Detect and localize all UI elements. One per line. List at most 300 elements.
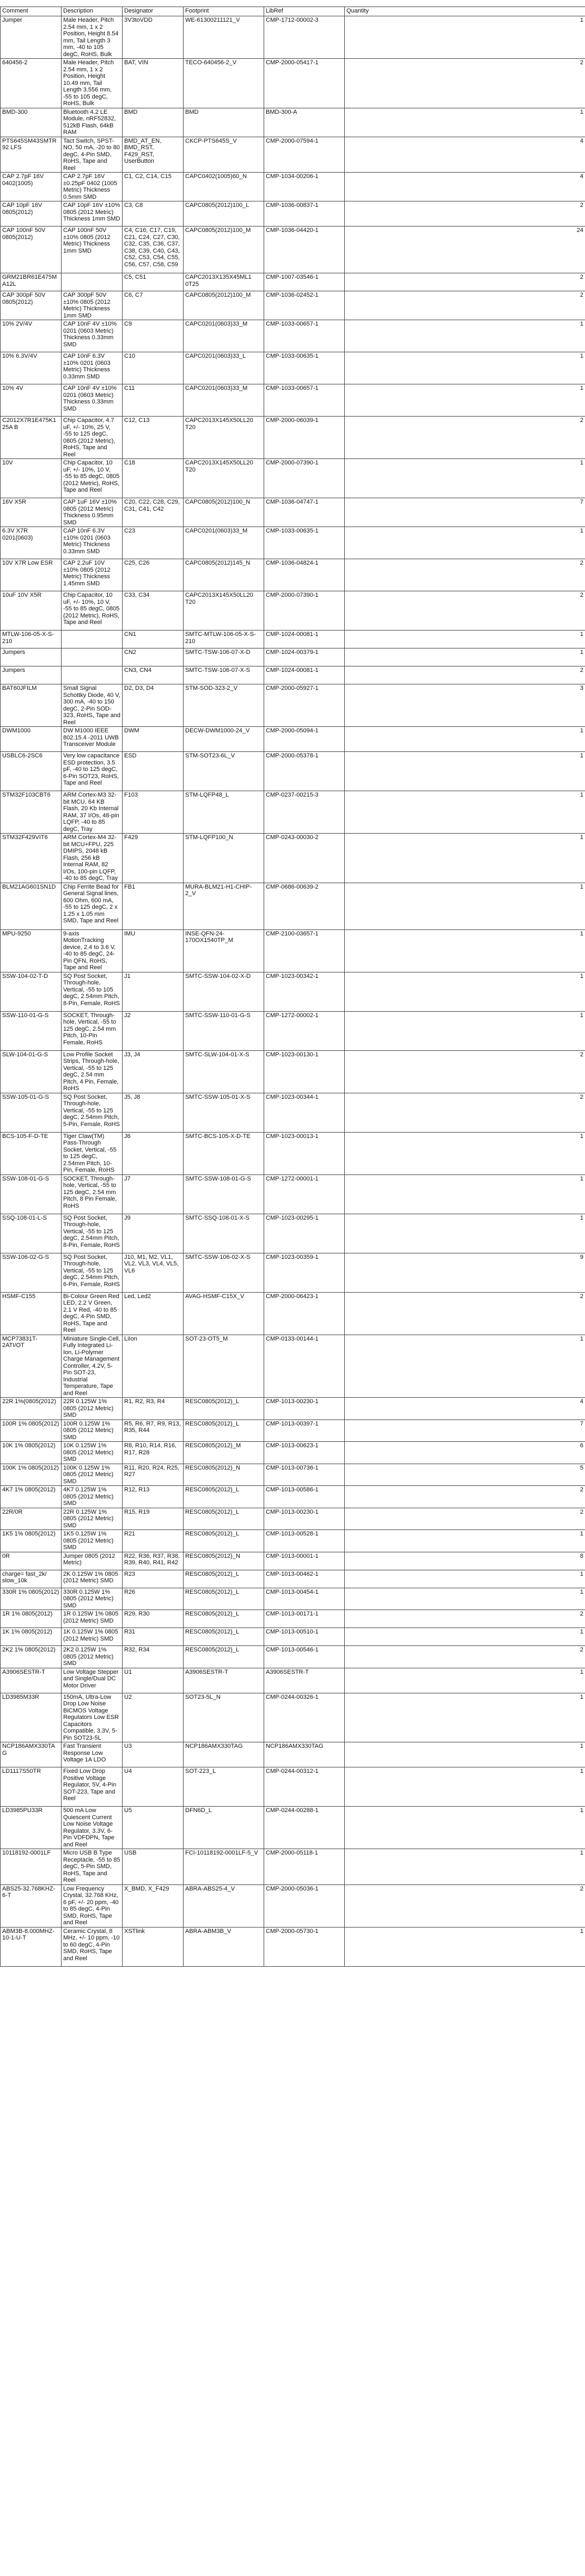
- cell-libref: CMP-2000-05927-1: [264, 684, 345, 727]
- cell-libref: CMP-0243-00030-2: [264, 834, 345, 883]
- cell-libref: CMP-0133-00144-1: [264, 1335, 345, 1398]
- cell-libref: CMP-1024-00081-1: [264, 631, 345, 648]
- header-designator: Designator: [123, 7, 184, 16]
- cell-footprint: RESC0805(2012)_N: [184, 1552, 264, 1570]
- cell-designator: J3, J4: [123, 1050, 184, 1093]
- cell-footprint: DECW-DWM1000-24_V: [184, 727, 264, 752]
- cell-comment: MPU-9250: [1, 929, 62, 972]
- cell-quantity: 1: [345, 108, 585, 137]
- cell-quantity: 24: [345, 227, 585, 273]
- cell-libref: CMP-1033-00657-1: [264, 384, 345, 417]
- cell-footprint: RESC0805(2012)_L: [184, 1398, 264, 1420]
- table-row: [1, 1807, 585, 1849]
- cell-designator: F103: [123, 791, 184, 834]
- cell-description: 100R 0.125W 1% 0805 (2012 Metric) SMD: [62, 1419, 123, 1442]
- cell-comment: 10% 6.3V/4V: [1, 352, 62, 384]
- cell-comment: 10118192-0001LF: [1, 1849, 62, 1885]
- cell-comment: CAP 10pF 16V 0805(2012): [1, 201, 62, 227]
- cell-quantity: 2: [345, 666, 585, 684]
- cell-footprint: INSE-QFN-24-170OX1540TP_M: [184, 929, 264, 972]
- cell-comment: 16V X5R: [1, 498, 62, 527]
- cell-quantity: 4: [345, 1398, 585, 1420]
- cell-comment: CAP 2.7pF 16V 0402(1005): [1, 173, 62, 201]
- cell-comment: MCP73831T-2ATI/OT: [1, 1335, 62, 1398]
- cell-quantity: 7: [345, 498, 585, 527]
- cell-comment: BMD-300: [1, 108, 62, 137]
- cell-designator: R26: [123, 1588, 184, 1610]
- cell-comment: STM32F429VIT6: [1, 834, 62, 883]
- cell-footprint: CAPC0805(2012)100_N: [184, 498, 264, 527]
- cell-comment: LD3985PU33R: [1, 1807, 62, 1849]
- cell-description: Bluetooth 4.2 LE Module, nRF52832, 512kB Flash, 64kB RAM: [62, 108, 123, 137]
- cell-libref: CMP-0244-00288-1: [264, 1807, 345, 1849]
- cell-designator: D2, D3, D4: [123, 684, 184, 727]
- cell-footprint: STM-SOD-323-2_V: [184, 684, 264, 727]
- cell-description: CAP 2.7pF 16V ±0.25pF 0402 (1005 Metric) Thickness 0.5mm SMD: [62, 173, 123, 201]
- cell-footprint: ABRA-ABM3B_V: [184, 1927, 264, 1966]
- cell-libref: CMP-0244-00326-1: [264, 1693, 345, 1742]
- cell-designator: C18: [123, 459, 184, 498]
- cell-comment: C2012X7R1E475K125A B: [1, 417, 62, 459]
- cell-quantity: 4: [345, 173, 585, 201]
- cell-quantity: 1: [345, 1742, 585, 1767]
- cell-footprint: STM-LQFP100_N: [184, 834, 264, 883]
- header-comment: Comment: [1, 7, 62, 16]
- cell-libref: CMP-1013-00230-1: [264, 1398, 345, 1420]
- cell-footprint: SOT-23-OT5_M: [184, 1335, 264, 1398]
- cell-description: CAP 10pF 16V ±10% 0805 (2012 Metric) Thickness 1mm SMD: [62, 201, 123, 227]
- cell-designator: DWM: [123, 727, 184, 752]
- cell-quantity: 1: [345, 1807, 585, 1849]
- cell-libref: CMP-2100-03657-1: [264, 929, 345, 972]
- cell-comment: charge= fast_2k/ slow_10k: [1, 1570, 62, 1588]
- table-row: [1, 352, 585, 384]
- cell-quantity: 2: [345, 1884, 585, 1927]
- cell-comment: 10% 4V: [1, 384, 62, 417]
- bom-table: [0, 7, 585, 1967]
- table-row: [1, 1588, 585, 1610]
- table-row: [1, 684, 585, 727]
- cell-comment: STM32F103CBT6: [1, 791, 62, 834]
- cell-comment: Jumpers: [1, 666, 62, 684]
- cell-designator: C9: [123, 320, 184, 352]
- cell-designator: LiIon: [123, 1335, 184, 1398]
- cell-comment: BLM21AG601SN1D: [1, 883, 62, 929]
- cell-libref: CMP-0237-00215-3: [264, 791, 345, 834]
- cell-designator: BMD_AT_EN, BMD_RST, F429_RST, UserButton: [123, 137, 184, 173]
- cell-libref: CMP-1013-00623-1: [264, 1442, 345, 1464]
- cell-footprint: SMTC-TSW-106-07-X-S: [184, 666, 264, 684]
- cell-footprint: CAPC0201(0603)33_M: [184, 320, 264, 352]
- table-row: [1, 1093, 585, 1132]
- cell-libref: CMP-2000-06039-1: [264, 417, 345, 459]
- cell-quantity: 2: [345, 201, 585, 227]
- cell-quantity: 1: [345, 1530, 585, 1552]
- cell-quantity: 1: [345, 1767, 585, 1807]
- table-row: [1, 1849, 585, 1885]
- table-row: [1, 648, 585, 666]
- cell-footprint: SMTC-SSW-104-02-X-D: [184, 972, 264, 1011]
- cell-designator: J9: [123, 1214, 184, 1253]
- table-row: [1, 384, 585, 417]
- table-row: [1, 834, 585, 883]
- cell-comment: 1R 1% 0805(2012): [1, 1610, 62, 1628]
- cell-footprint: FCI-10118192-0001LF-5_V: [184, 1849, 264, 1885]
- cell-description: 330R 0.125W 1% 0805 (2012 Metric) SMD: [62, 1588, 123, 1610]
- table-row: [1, 173, 585, 201]
- cell-description: [62, 666, 123, 684]
- cell-libref: CMP-1033-00635-1: [264, 352, 345, 384]
- cell-libref: CMP-1272-00001-1: [264, 1174, 345, 1214]
- cell-description: Chip Capacitor, 4.7 uF, +/- 10%, 25 V, -55 to 125 degC, 0805 (2012 Metric), RoHS, Tape and Reel: [62, 417, 123, 459]
- cell-description: Low Profile Socket Strips, Through-hole, Vertical, -55 to 125 degC, 2.54 mm Pitch, 4 Pin, Female, RoHS: [62, 1050, 123, 1093]
- cell-footprint: SOT23-5L_N: [184, 1693, 264, 1742]
- cell-libref: CMP-1013-00586-1: [264, 1486, 345, 1508]
- cell-designator: CN3, CN4: [123, 666, 184, 684]
- cell-comment: 1K5 1% 0805(2012): [1, 1530, 62, 1552]
- cell-designator: J5, J8: [123, 1093, 184, 1132]
- table-row: [1, 1610, 585, 1628]
- cell-comment: BCS-105-F-D-TE: [1, 1132, 62, 1174]
- cell-description: ARM Cortex-M3 32-bit MCU, 64 KB Flash, 20 Kb Internal RAM, 37 I/Os, 48-pin LQFP, -40 to 85 degC, Tray: [62, 791, 123, 834]
- cell-description: 2K 0.125W 1% 0805 (2012 Metric) SMD: [62, 1570, 123, 1588]
- cell-quantity: 1: [345, 791, 585, 834]
- cell-designator: Led, Led2: [123, 1292, 184, 1335]
- cell-description: 1K5 0.125W 1% 0805 (2012 Metric) SMD: [62, 1530, 123, 1552]
- cell-quantity: 1: [345, 929, 585, 972]
- cell-designator: R1, R2, R3, R4: [123, 1398, 184, 1420]
- cell-footprint: CAPC0805(2012)145_N: [184, 559, 264, 591]
- cell-libref: CMP-1013-00528-1: [264, 1530, 345, 1552]
- header-footprint: Footprint: [184, 7, 264, 16]
- cell-description: 22R 0.125W 1% 0805 (2012 Metric) SMD: [62, 1508, 123, 1530]
- cell-comment: SSW-105-01-G-S: [1, 1093, 62, 1132]
- table-row: [1, 559, 585, 591]
- cell-designator: R12, R13: [123, 1486, 184, 1508]
- cell-comment: SSW-104-02-T-D: [1, 972, 62, 1011]
- cell-footprint: A3906SESTR-T: [184, 1668, 264, 1693]
- cell-footprint: RESC0805(2012)_L: [184, 1508, 264, 1530]
- cell-comment: GRM21BR61E475MA12L: [1, 273, 62, 291]
- cell-designator: U1: [123, 1668, 184, 1693]
- cell-quantity: 1: [345, 1011, 585, 1050]
- table-row: [1, 1011, 585, 1050]
- cell-quantity: 6: [345, 1442, 585, 1464]
- cell-footprint: RESC0805(2012)_L: [184, 1570, 264, 1588]
- table-row: [1, 1693, 585, 1742]
- table-row: [1, 1442, 585, 1464]
- cell-libref: CMP-1036-04824-1: [264, 559, 345, 591]
- cell-description: SQ Post Socket, Through-hole, Vertical, -55 to 125 degC, 2.54mm Pitch, 5-Pin, Female, RoHS: [62, 1093, 123, 1132]
- cell-footprint: RESC0805(2012)_L: [184, 1419, 264, 1442]
- table-row: [1, 1214, 585, 1253]
- cell-description: 10K 0.125W 1% 0805 (2012 Metric) SMD: [62, 1442, 123, 1464]
- header-description: Description: [62, 7, 123, 16]
- cell-description: [62, 648, 123, 666]
- cell-description: [62, 273, 123, 291]
- cell-footprint: RESC0805(2012)_L: [184, 1486, 264, 1508]
- cell-libref: CMP-1034-00206-1: [264, 173, 345, 201]
- cell-designator: J6: [123, 1132, 184, 1174]
- cell-footprint: SMTC-SSW-105-01-X-S: [184, 1093, 264, 1132]
- cell-designator: BMD: [123, 108, 184, 137]
- cell-quantity: 1: [345, 1335, 585, 1398]
- cell-quantity: 1: [345, 352, 585, 384]
- cell-comment: 22R 1%(0805(2012): [1, 1398, 62, 1420]
- cell-description: 100K 0.125W 1% 0805 (2012 Metric) SMD: [62, 1464, 123, 1486]
- table-row: [1, 498, 585, 527]
- cell-designator: R8, R10, R14, R16, R17, R28: [123, 1442, 184, 1464]
- header-quantity: Quantity: [345, 7, 585, 16]
- cell-designator: C20, C22, C28, C29, C31, C41, C42: [123, 498, 184, 527]
- cell-comment: SSW-106-02-G-S: [1, 1253, 62, 1292]
- cell-libref: CMP-2000-06423-1: [264, 1292, 345, 1335]
- cell-quantity: 1: [345, 727, 585, 752]
- table-row: [1, 1570, 585, 1588]
- cell-libref: CMP-1023-00344-1: [264, 1093, 345, 1132]
- table-row: [1, 137, 585, 173]
- cell-libref: CMP-1033-00657-1: [264, 320, 345, 352]
- cell-quantity: 2: [345, 1292, 585, 1335]
- table-row: [1, 1132, 585, 1174]
- cell-footprint: BMD: [184, 108, 264, 137]
- cell-footprint: STM-LQFP48_L: [184, 791, 264, 834]
- cell-description: Low Voltage Stepper and Single/Dual DC Motor Driver: [62, 1668, 123, 1693]
- cell-footprint: DFN6D_L: [184, 1807, 264, 1849]
- cell-quantity: 4: [345, 137, 585, 173]
- cell-footprint: CAPC2013X145X50LL20 T20: [184, 459, 264, 498]
- cell-footprint: CAPC2013X145X50LL20 T20: [184, 417, 264, 459]
- cell-description: Very low capacitance ESD protection, 3.5 pF, -40 to 125 degC, 6-Pin SOT23, RoHS, Tape and Reel: [62, 752, 123, 791]
- cell-quantity: 1: [345, 1668, 585, 1693]
- cell-description: CAP 100nF 50V ±10% 0805 (2012 Metric) Thickness 1mm SMD: [62, 227, 123, 273]
- table-row: [1, 1884, 585, 1927]
- cell-footprint: SMTC-SSW-106-02-X-S: [184, 1253, 264, 1292]
- cell-footprint: MURA-BLM21-H1-CHIP-2_V: [184, 883, 264, 929]
- cell-libref: NCP186AMX330TAG: [264, 1742, 345, 1767]
- cell-quantity: 2: [345, 559, 585, 591]
- cell-designator: R15, R19: [123, 1508, 184, 1530]
- cell-libref: CMP-2000-05036-1: [264, 1884, 345, 1927]
- cell-designator: ESD: [123, 752, 184, 791]
- cell-description: 9-axis MotionTracking device, 2.4 to 3.6 V, -40 to 85 degC, 24-Pin QFN, RoHS, Tape and Reel: [62, 929, 123, 972]
- cell-footprint: TECO-640456-2_V: [184, 59, 264, 108]
- cell-quantity: 1: [345, 648, 585, 666]
- cell-description: Miniature Single-Cell, Fully Integrated Li-Ion, Li-Polymer Charge Management Controller, 4.2V, 5-Pin SOT-23, Industrial Temperature, Tape and Reel: [62, 1335, 123, 1398]
- cell-libref: CMP-1013-00001-1: [264, 1552, 345, 1570]
- cell-footprint: SMTC-SLW-104-01-X-S: [184, 1050, 264, 1093]
- cell-comment: LD1117S50TR: [1, 1767, 62, 1807]
- cell-libref: CMP-1013-00230-1: [264, 1508, 345, 1530]
- cell-description: Male Header, Pitch 2.54 mm, 1 x 2 Position, Height 10.49 mm, Tail Length 3.556 mm, -55 to 105 degC, RoHS, Bulk: [62, 59, 123, 108]
- cell-description: SQ Post Socket, Through-hole, Vertical, -55 to 105 degC, 2.54mm Pitch, 8-Pin, Female, RoHS: [62, 972, 123, 1011]
- table-row: [1, 1668, 585, 1693]
- cell-quantity: 8: [345, 1552, 585, 1570]
- table-row: [1, 201, 585, 227]
- table-row: [1, 1050, 585, 1093]
- table-row: [1, 1767, 585, 1807]
- cell-designator: X_BMD, X_F429: [123, 1884, 184, 1927]
- cell-designator: C10: [123, 352, 184, 384]
- cell-quantity: 1: [345, 883, 585, 929]
- cell-comment: 4K7 1% 0805(2012): [1, 1486, 62, 1508]
- cell-description: Fast Transient Response Low Voltage 1A LDO: [62, 1742, 123, 1767]
- table-row: [1, 1398, 585, 1420]
- cell-comment: MTLW-106-05-X-S-210: [1, 631, 62, 648]
- table-row: [1, 59, 585, 108]
- cell-quantity: 1: [345, 384, 585, 417]
- cell-footprint: SOT-223_L: [184, 1767, 264, 1807]
- cell-designator: U3: [123, 1742, 184, 1767]
- cell-designator: CN2: [123, 648, 184, 666]
- cell-designator: J10, M1, M2, VL1, VL2, VL3, VL4, VL5, VL6: [123, 1253, 184, 1292]
- cell-comment: A3906SESTR-T: [1, 1668, 62, 1693]
- table-row: [1, 1508, 585, 1530]
- cell-footprint: SMTC-SSW-110-01-G-S: [184, 1011, 264, 1050]
- cell-designator: U2: [123, 1693, 184, 1742]
- cell-libref: CMP-1013-00736-1: [264, 1464, 345, 1486]
- cell-quantity: 1: [345, 1214, 585, 1253]
- cell-libref: CMP-1036-04747-1: [264, 498, 345, 527]
- cell-designator: 3V3toVDD: [123, 16, 184, 59]
- cell-designator: C25, C26: [123, 559, 184, 591]
- cell-libref: CMP-1023-00359-1: [264, 1253, 345, 1292]
- cell-quantity: 2: [345, 591, 585, 631]
- cell-designator: R32, R34: [123, 1646, 184, 1668]
- cell-designator: U4: [123, 1767, 184, 1807]
- cell-quantity: 1: [345, 834, 585, 883]
- cell-designator: U5: [123, 1807, 184, 1849]
- cell-quantity: 1: [345, 527, 585, 559]
- table-row: [1, 16, 585, 59]
- cell-comment: PTS645SM43SMTR92 LFS: [1, 137, 62, 173]
- cell-description: ARM Cortex-M4 32-bit MCU+FPU, 225 DMIPS, 2048 kB Flash, 256 kB Internal RAM, 82 I/Os, 100-pin LQFP, -40 to 85 degC, Tray: [62, 834, 123, 883]
- table-row: [1, 417, 585, 459]
- cell-designator: IMU: [123, 929, 184, 972]
- cell-quantity: 1: [345, 320, 585, 352]
- cell-footprint: SMTC-MTLW-106-05-X-S-210: [184, 631, 264, 648]
- cell-quantity: 1: [345, 1174, 585, 1214]
- table-row: [1, 752, 585, 791]
- cell-libref: CMP-2000-07390-1: [264, 591, 345, 631]
- cell-footprint: CAPC0201(0603)33_M: [184, 384, 264, 417]
- table-row: [1, 1742, 585, 1767]
- cell-libref: CMP-1033-00635-1: [264, 527, 345, 559]
- cell-footprint: RESC0805(2012)_L: [184, 1646, 264, 1668]
- cell-description: Jumper 0805 (2012 Metric): [62, 1552, 123, 1570]
- cell-comment: 2K2 1% 0805(2012): [1, 1646, 62, 1668]
- cell-quantity: 1: [345, 752, 585, 791]
- table-row: [1, 666, 585, 684]
- header-libref: LibRef: [264, 7, 345, 16]
- table-row: [1, 273, 585, 291]
- table-row: [1, 929, 585, 972]
- cell-quantity: 2: [345, 1610, 585, 1628]
- cell-designator: R21: [123, 1530, 184, 1552]
- cell-footprint: SMTC-TSW-106-07-X-D: [184, 648, 264, 666]
- cell-comment: SLW-104-01-G-S: [1, 1050, 62, 1093]
- cell-footprint: CAPC0201(0603)33_M: [184, 527, 264, 559]
- table-row: [1, 972, 585, 1011]
- cell-libref: CMP-1023-00013-1: [264, 1132, 345, 1174]
- cell-designator: R5, R6, R7, R9, R13, R35, R44: [123, 1419, 184, 1442]
- cell-libref: CMP-1712-00002-3: [264, 16, 345, 59]
- cell-footprint: RESC0805(2012)_N: [184, 1464, 264, 1486]
- cell-libref: CMP-1036-00837-1: [264, 201, 345, 227]
- cell-description: Ceramic Crystal, 8 MHz, +/- 10 ppm, -10 to 60 degC, 4-Pin SMD, RoHS, Tape and Reel: [62, 1927, 123, 1966]
- bom-body: [1, 16, 585, 1967]
- cell-description: Tiger Claw(TM) Pass-Through Socket, Vertical, -55 to 125 degC, 2.54mm Pitch, 10-Pin, Female, RoHS: [62, 1132, 123, 1174]
- table-row: [1, 883, 585, 929]
- cell-footprint: CAPC0201(0603)33_L: [184, 352, 264, 384]
- table-row: [1, 1335, 585, 1398]
- cell-quantity: 2: [345, 1646, 585, 1668]
- cell-libref: CMP-0686-00639-2: [264, 883, 345, 929]
- cell-description: CAP 300pF 50V ±10% 0805 (2012 Metric) Thickness 1mm SMD: [62, 291, 123, 320]
- cell-comment: ABM3B-8.000MHZ-10-1-U-T: [1, 1927, 62, 1966]
- cell-designator: F429: [123, 834, 184, 883]
- cell-description: Fixed Low Drop Positive Voltage Regulator, 5V, 4-Pin SOT-223, Tape and Reel: [62, 1767, 123, 1807]
- cell-designator: FB1: [123, 883, 184, 929]
- cell-designator: CN1: [123, 631, 184, 648]
- cell-quantity: 2: [345, 1050, 585, 1093]
- cell-designator: BAT, VIN: [123, 59, 184, 108]
- cell-quantity: 2: [345, 417, 585, 459]
- cell-description: Micro USB B Type Receptacle, -55 to 85 degC, 5-Pin SMD, RoHS, Tape and Reel: [62, 1849, 123, 1885]
- cell-comment: Jumper: [1, 16, 62, 59]
- cell-libref: CMP-1007-03546-1: [264, 273, 345, 291]
- cell-libref: CMP-1024-00081-1: [264, 666, 345, 684]
- cell-libref: CMP-2000-05730-1: [264, 1927, 345, 1966]
- cell-comment: 640456-2: [1, 59, 62, 108]
- cell-libref: CMP-1013-00546-1: [264, 1646, 345, 1668]
- cell-quantity: 2: [345, 1508, 585, 1530]
- cell-libref: CMP-0244-00312-1: [264, 1767, 345, 1807]
- cell-footprint: CAPC0805(2012)100_M: [184, 227, 264, 273]
- table-row: [1, 1292, 585, 1335]
- cell-footprint: STM-SOT23-6L_V: [184, 752, 264, 791]
- header-row: [1, 7, 585, 16]
- cell-description: 22R 0.125W 1% 0805 (2012 Metric) SMD: [62, 1398, 123, 1420]
- cell-libref: BMD-300-A: [264, 108, 345, 137]
- table-row: [1, 791, 585, 834]
- cell-libref: CMP-2000-05378-1: [264, 752, 345, 791]
- cell-designator: C1, C2, C14, C15: [123, 173, 184, 201]
- cell-comment: HSMF-C155: [1, 1292, 62, 1335]
- cell-designator: USB: [123, 1849, 184, 1885]
- cell-libref: CMP-1013-00510-1: [264, 1628, 345, 1646]
- cell-footprint: CAPC2013X145X50LL20 T20: [184, 591, 264, 631]
- cell-designator: C11: [123, 384, 184, 417]
- cell-designator: C6, C7: [123, 291, 184, 320]
- cell-designator: R31: [123, 1628, 184, 1646]
- cell-designator: R22, R36, R37, R38, R39, R40, R41, R42: [123, 1552, 184, 1570]
- cell-description: SQ Post Socket, Through-hole, Vertical, -55 to 125 degC, 2.54mm Pitch, 8-Pin, Female, RoHS: [62, 1214, 123, 1253]
- cell-libref: CMP-2000-05417-1: [264, 59, 345, 108]
- cell-comment: 10% 2V/4V: [1, 320, 62, 352]
- cell-description: CAP 10nF 4V ±10% 0201 (0603 Metric) Thickness 0.33mm SMD: [62, 320, 123, 352]
- table-row: [1, 1530, 585, 1552]
- cell-footprint: NCP186AMX330TAG: [184, 1742, 264, 1767]
- cell-designator: J7: [123, 1174, 184, 1214]
- cell-designator: C12, C13: [123, 417, 184, 459]
- cell-description: 1R 0.125W 1% 0805 (2012 Metric) SMD: [62, 1610, 123, 1628]
- cell-description: 150mA, Ultra-Low Drop Low Noise BiCMOS Voltage Regulators Low ESR Capacitors Compatible, 3.3V, 5-Pin SOT23-5L: [62, 1693, 123, 1742]
- cell-footprint: SMTC-BCS-105-X-D-TE: [184, 1132, 264, 1174]
- cell-designator: C23: [123, 527, 184, 559]
- table-row: [1, 631, 585, 648]
- cell-description: Chip Capacitor, 10 uF, +/- 10%, 10 V, -55 to 85 degC, 0805 (2012 Metric), RoHS, Tape and Reel: [62, 459, 123, 498]
